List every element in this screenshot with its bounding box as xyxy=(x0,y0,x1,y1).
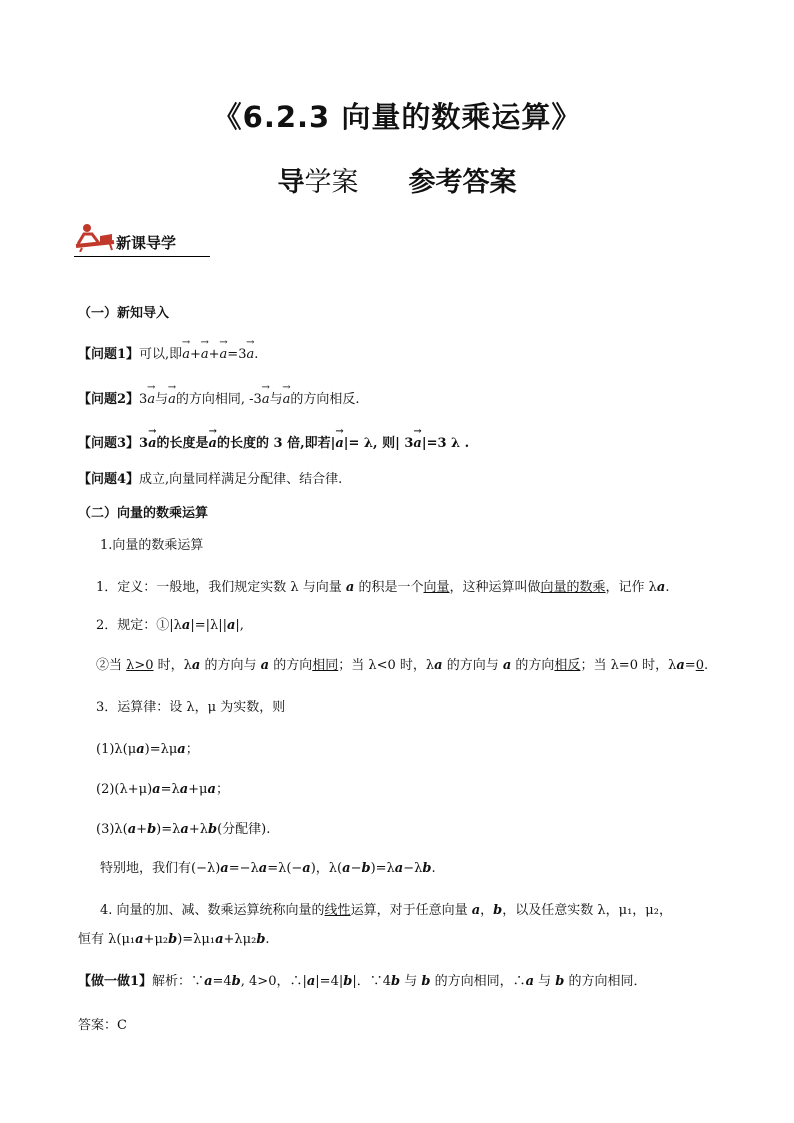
law3-line: (3)λ(a+b)=λa+λb(分配律). xyxy=(96,822,271,837)
q3-line: 【问题3】3→ a的长度是→ a的长度的 3 倍,即若|→ a|= λ, 则| 3→ a|=3 λ . xyxy=(78,432,469,451)
q1-line: 【问题1】可以,即→ a+→ a+→ a=3→ a. xyxy=(78,343,258,362)
try1-line: 【做一做1】解析：∵a=4b, 4>0，∴|a|=4|b|．∵4b 与 b 的方向相同，∴a 与 b 的方向相同． xyxy=(78,974,647,989)
definition-line: 1．定义：一般地，我们规定实数 λ 与向量 a 的积是一个向量，这种运算叫做向量的数乘，记作 λa. xyxy=(96,580,670,595)
section-banner xyxy=(74,222,214,256)
law1-line: (1)λ(μa)=λμa； xyxy=(96,742,199,757)
law2-line: (2)(λ+μ)a=λa+μa； xyxy=(96,782,229,797)
section1-heading: （一）新知导入 xyxy=(78,306,170,321)
q4-line: 【问题4】成立,向量同样满足分配律、结合律. xyxy=(78,472,343,487)
special-line: 特别地，我们有(−λ)a=−λa=λ(−a)，λ(a−b)=λa−λb. xyxy=(100,861,436,876)
student-reading-banner-icon xyxy=(74,222,118,252)
answer-line: 答案：C xyxy=(78,1018,127,1033)
section2-heading: （二）向量的数乘运算 xyxy=(78,506,209,521)
banner-label: 新课导学 xyxy=(116,234,177,252)
subtitle-part2: 学案 xyxy=(304,167,359,198)
subtitle xyxy=(0,160,794,199)
linear-line: 4. 向量的加、减、数乘运算统称向量的线性运算，对于任意向量 a，b，以及任意实数 λ，μ₁，μ₂， xyxy=(100,903,672,918)
rule-line: 2．规定：①|λa|=|λ||a|, xyxy=(96,618,244,633)
law-intro: 3．运算律：设 λ，μ 为实数，则 xyxy=(96,700,286,715)
rule2-line: ②当 λ>0 时，λa 的方向与 a 的方向相同；当 λ<0 时，λa 的方向与 a 的方向相反；当 λ=0 时，λa=0. xyxy=(96,658,709,673)
q2-line: 【问题2】3→ a与→ a的方向相同, -3→ a与→ a的方向相反. xyxy=(78,388,360,407)
subtitle-part3: 参考答案 xyxy=(408,167,517,198)
subtitle-part1: 导 xyxy=(277,167,305,198)
document-title: 《6.2.3 向量的数乘运算》 xyxy=(212,100,582,134)
s2-subheading: 1.向量的数乘运算 xyxy=(100,538,204,553)
linear2-line: 恒有 λ(μ₁a+μ₂b)=λμ₁a+λμ₂b. xyxy=(78,932,270,947)
